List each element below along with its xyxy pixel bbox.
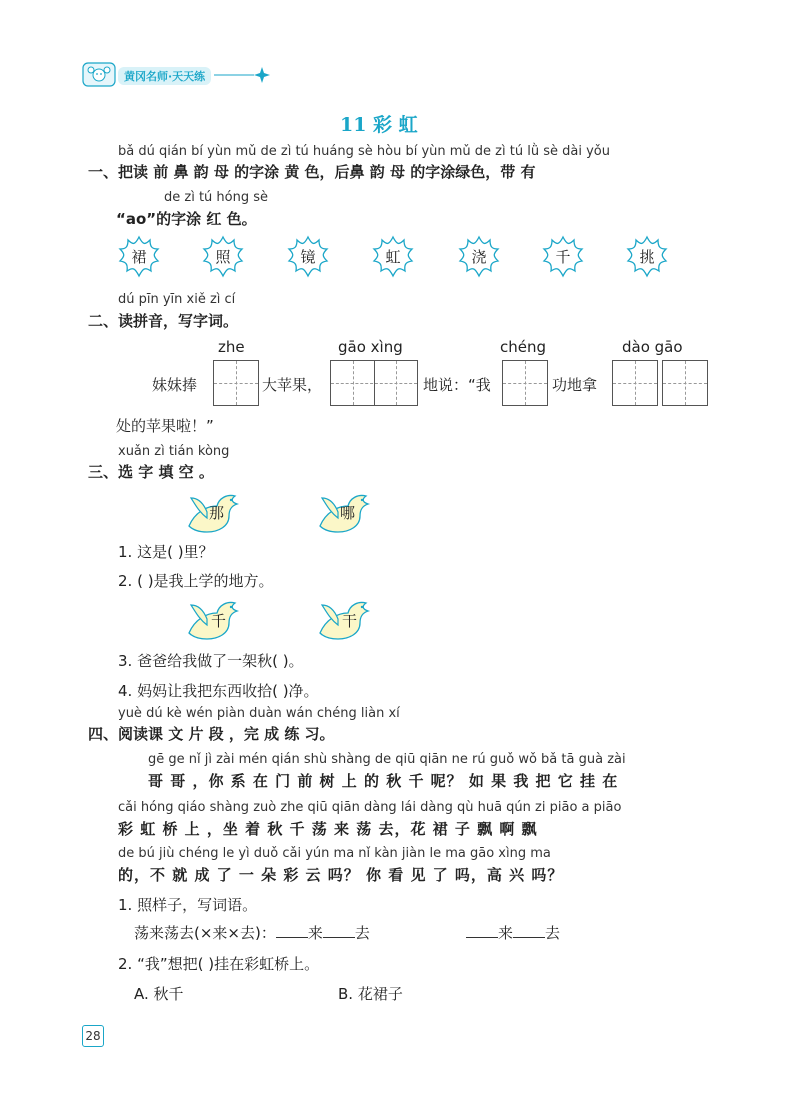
flower-char[interactable] bbox=[540, 234, 586, 280]
q1-pinyin-1: bǎ dú qián bí yùn mǔ de zì tú huáng sè hòu bí yùn mǔ de zì tú lǜ sè dài yǒu bbox=[118, 144, 610, 159]
q4-pinyin: yuè dú kè wén piàn duàn wán chéng liàn xí bbox=[118, 706, 400, 721]
bird-label: 那 bbox=[209, 504, 225, 522]
header-brand bbox=[82, 60, 252, 90]
flower-label: 挑 bbox=[639, 248, 655, 266]
option-b[interactable]: B. 花裙子 bbox=[338, 985, 403, 1003]
q4-sub-2: 2. “我”想把( )挂在彩虹桥上。 bbox=[118, 955, 320, 973]
star-icon bbox=[214, 65, 274, 85]
py-zhe: zhe bbox=[218, 338, 245, 356]
q3-sentence-1: 1. 这是( )里？ bbox=[118, 543, 214, 561]
flower-label: 虹 bbox=[385, 248, 401, 266]
blank-2[interactable] bbox=[323, 923, 355, 938]
py-gaoxing: gāo xìng bbox=[338, 338, 403, 356]
sentence-part-3: 地说：“我 bbox=[423, 376, 491, 394]
write-box-gao[interactable] bbox=[662, 360, 708, 406]
brand-text: 黄冈名师·天天练 bbox=[118, 67, 211, 85]
flower-char[interactable] bbox=[116, 234, 162, 280]
q1-instruction-1: 一、把读 前 鼻 韵 母 的字涂 黄 色，后鼻 韵 母 的字涂绿色，带 有 bbox=[88, 163, 536, 181]
bird-option-gan[interactable] bbox=[316, 597, 376, 643]
flower-label: 裙 bbox=[131, 248, 147, 266]
q4-instruction: 四、阅读课 文 片 段 ，完 成 练 习。 bbox=[88, 725, 335, 743]
q3-sentence-4: 4. 妈妈让我把东西收拾( )净。 bbox=[118, 682, 319, 700]
qu-char-1: 去 bbox=[354, 924, 370, 942]
flower-label: 千 bbox=[555, 248, 571, 266]
example-text: 荡来荡去(×来×去)： bbox=[134, 924, 276, 942]
flower-char[interactable] bbox=[624, 234, 670, 280]
bird-option-na[interactable] bbox=[185, 490, 245, 536]
q3-instruction: 三、选 字 填 空 。 bbox=[88, 463, 214, 481]
flower-label: 照 bbox=[215, 248, 231, 266]
flower-char[interactable] bbox=[370, 234, 416, 280]
write-box-dao[interactable] bbox=[612, 360, 658, 406]
bear-logo-icon bbox=[82, 60, 116, 88]
page-number: 28 bbox=[82, 1025, 104, 1047]
sentence-part-4: 功地拿 bbox=[552, 376, 598, 394]
passage-line-3: 的，不 就 成 了 一 朵 彩 云 吗？ 你 看 见 了 吗，高 兴 吗？ bbox=[118, 866, 564, 884]
blank-4[interactable] bbox=[513, 923, 545, 938]
bird-label: 哪 bbox=[340, 504, 356, 522]
passage-pinyin-1: gē ge nǐ jì zài mén qián shù shàng de qiū qiān ne rú guǒ wǒ bǎ tā guà zài bbox=[148, 752, 626, 767]
qu-char-2: 去 bbox=[545, 924, 561, 942]
passage-line-2: 彩 虹 桥 上 ，坐 着 秋 千 荡 来 荡 去，花 裙 子 飘 啊 飘 bbox=[118, 820, 538, 838]
sentence-part-2: 大苹果， bbox=[262, 376, 323, 394]
flower-char[interactable] bbox=[456, 234, 502, 280]
q1-pinyin-2: de zì tú hóng sè bbox=[164, 190, 269, 205]
blank-3[interactable] bbox=[466, 923, 498, 938]
blank-1[interactable] bbox=[276, 923, 308, 938]
write-box-cheng[interactable] bbox=[502, 360, 548, 406]
q4-example-row bbox=[134, 922, 370, 943]
option-a[interactable]: A. 秋千 bbox=[134, 985, 184, 1003]
bird-label: 干 bbox=[342, 612, 358, 630]
bird-option-na-question[interactable] bbox=[316, 490, 376, 536]
passage-line-1: 哥 哥 ，你 系 在 门 前 树 上 的 秋 千 呢？ 如 果 我 把 它 挂 在 bbox=[148, 772, 619, 790]
sentence-part-5: 处的苹果啦！” bbox=[116, 417, 214, 435]
flower-label: 镜 bbox=[300, 248, 316, 266]
lai-char-1: 来 bbox=[307, 924, 323, 942]
q3-pinyin: xuǎn zì tián kòng bbox=[118, 444, 230, 459]
bird-label: 千 bbox=[211, 612, 227, 630]
q1-instruction-2: “ao”的字涂 红 色。 bbox=[116, 210, 257, 228]
q4-example-row-2 bbox=[466, 922, 560, 943]
write-box-zhe[interactable] bbox=[213, 360, 259, 406]
q3-sentence-3: 3. 爸爸给我做了一架秋( )。 bbox=[118, 652, 304, 670]
py-cheng: chéng bbox=[500, 338, 547, 356]
q2-pinyin: dú pīn yīn xiě zì cí bbox=[118, 292, 236, 307]
lai-char-2: 来 bbox=[498, 924, 514, 942]
q4-sub-1: 1. 照样子，写词语。 bbox=[118, 896, 258, 914]
lesson-title: 11 彩 虹 bbox=[340, 114, 418, 136]
q3-sentence-2: 2. ( )是我上学的地方。 bbox=[118, 572, 274, 590]
passage-pinyin-2: cǎi hóng qiáo shàng zuò zhe qiū qiān dàng lái dàng qù huā qún zi piāo a piāo bbox=[118, 800, 622, 815]
flower-char[interactable] bbox=[200, 234, 246, 280]
q2-instruction: 二、读拼音，写字词。 bbox=[88, 312, 239, 330]
py-daogao: dào gāo bbox=[622, 338, 683, 356]
write-box-gaoxing[interactable] bbox=[330, 360, 418, 406]
flower-char[interactable] bbox=[285, 234, 331, 280]
passage-pinyin-3: de bú jiù chéng le yì duǒ cǎi yún ma nǐ kàn jiàn le ma gāo xìng ma bbox=[118, 846, 551, 861]
sentence-part-1: 妹妹捧 bbox=[152, 376, 198, 394]
bird-option-qian[interactable] bbox=[185, 597, 245, 643]
flower-label: 浇 bbox=[471, 248, 487, 266]
